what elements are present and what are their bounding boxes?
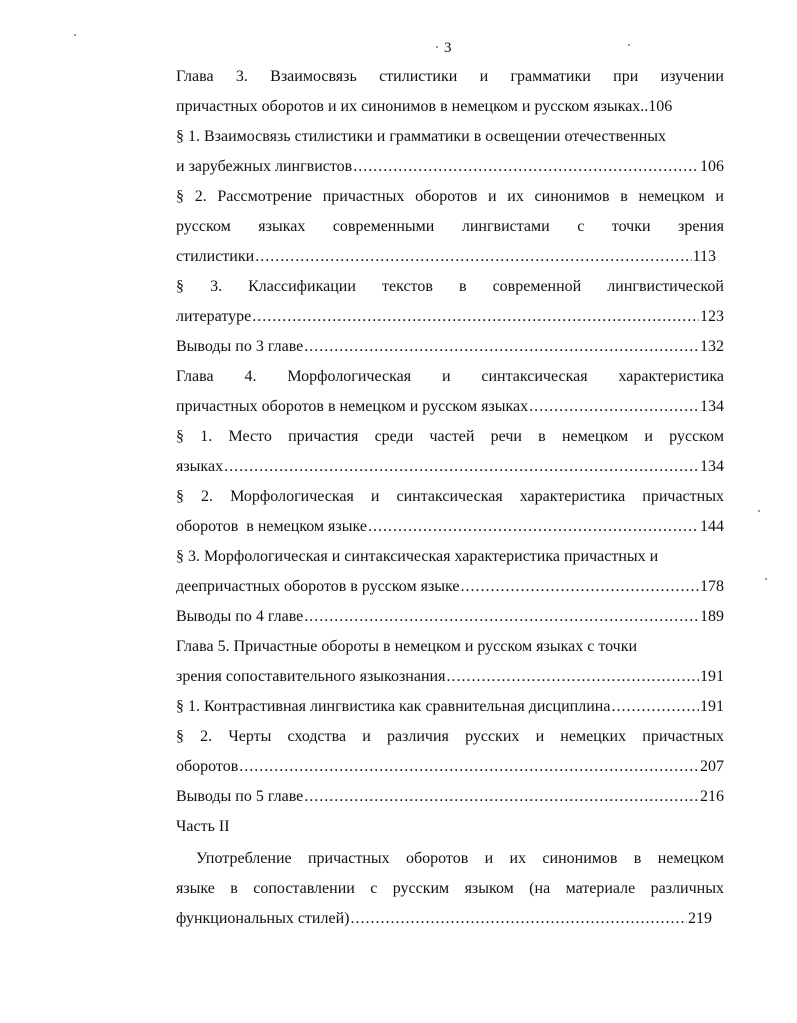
chapter-3-section-3-line-2 xyxy=(176,302,724,332)
word: в xyxy=(458,278,467,295)
chapter-3-heading-line-2 xyxy=(176,92,724,122)
entry-text: Выводы по 4 главе xyxy=(176,608,304,625)
word: и xyxy=(488,188,497,205)
word: в xyxy=(230,880,238,897)
page-ref: 106 xyxy=(700,158,724,175)
entry-text: стилистики xyxy=(176,248,255,265)
word: немецком xyxy=(657,850,724,867)
word: грамматики xyxy=(510,68,591,85)
word: в xyxy=(633,850,642,867)
chapter-4-section-3-line-1: § 3. Морфологическая и синтаксическая характеристика причастных и xyxy=(176,548,659,565)
page-ref: 178 xyxy=(700,578,724,595)
entry-text: причастных оборотов в немецком и русском языках xyxy=(176,398,529,415)
word: сходства xyxy=(287,728,347,745)
word: частей xyxy=(429,428,475,445)
word: Употребление xyxy=(196,850,292,867)
dot-leader xyxy=(252,302,699,332)
chapter-4-heading-line-1 xyxy=(176,362,724,392)
part-2-line-3 xyxy=(176,904,712,934)
word: в xyxy=(538,428,546,445)
dot-leader xyxy=(224,452,699,482)
word: лингвистами xyxy=(461,218,550,235)
word: синтаксическая xyxy=(396,488,503,505)
word: русских xyxy=(465,728,520,745)
chapter-3-section-2-line-3 xyxy=(176,242,716,272)
word: современной xyxy=(492,278,582,295)
word: причастных xyxy=(642,488,724,505)
chapter-4-section-1-line-1 xyxy=(176,422,724,452)
dot-leader xyxy=(255,242,691,272)
word: (на xyxy=(529,880,551,897)
dot-leader xyxy=(350,904,687,934)
chapter-5-heading-line-2 xyxy=(176,662,724,692)
word: немецком xyxy=(638,188,705,205)
entry-text: оборотов в немецком языке xyxy=(176,518,367,535)
chapter-4-heading-line-2 xyxy=(176,392,724,422)
word: русском xyxy=(176,218,231,235)
word: и xyxy=(362,728,371,745)
page-ref: 216 xyxy=(700,788,724,805)
word: зрения xyxy=(678,218,724,235)
dot-leader xyxy=(239,752,699,782)
scan-speck xyxy=(74,34,76,36)
word: Место xyxy=(228,428,272,445)
word: точки xyxy=(611,218,651,235)
scan-speck xyxy=(765,578,767,580)
entry-text: зрения сопоставительного языкознания xyxy=(176,668,446,685)
dot-leader xyxy=(611,692,699,722)
word: 2. xyxy=(194,188,207,205)
page-ref: 134 xyxy=(700,398,724,415)
page-ref: 219 xyxy=(688,910,712,927)
part-2-line-2 xyxy=(176,874,724,904)
chapter-3-heading-line-1 xyxy=(176,62,724,92)
entry-text: Выводы по 5 главе xyxy=(176,788,304,805)
word: языком xyxy=(464,880,514,897)
word: § xyxy=(176,188,184,205)
entry-text: причастных оборотов и их синонимов в немецком и русском языках.. xyxy=(176,98,649,115)
page-number: 3 xyxy=(444,40,452,56)
word: синтаксическая xyxy=(481,368,588,385)
word: Морфологическая xyxy=(230,488,354,505)
word: § xyxy=(176,278,184,295)
chapter-5-section-1 xyxy=(176,692,724,722)
chapter-3-conclusions xyxy=(176,332,724,362)
word: русском xyxy=(669,428,724,445)
dot-leader xyxy=(304,782,699,812)
word: лингвистической xyxy=(607,278,724,295)
dot-leader xyxy=(529,392,699,422)
word: причастия xyxy=(288,428,359,445)
word: современными xyxy=(332,218,435,235)
entry-text: и зарубежных лингвистов xyxy=(176,158,353,175)
chapter-4-section-3-line-2 xyxy=(176,572,724,602)
chapter-5-section-2-line-2 xyxy=(176,752,724,782)
chapter-4-section-2-line-2 xyxy=(176,512,724,542)
word: с xyxy=(370,880,378,897)
page-ref: 207 xyxy=(700,758,724,775)
entry-text: § 1. Контрастивная лингвистика как сравнительная дисциплина xyxy=(176,698,611,715)
word: 3. xyxy=(210,278,223,295)
word: различных xyxy=(650,880,724,897)
word: и xyxy=(479,68,489,85)
part-2-title: Часть II xyxy=(176,818,230,835)
dot-leader xyxy=(461,572,699,602)
page-ref: 189 xyxy=(700,608,724,625)
page-ref: 134 xyxy=(700,458,724,475)
page-ref: 106 xyxy=(648,98,673,115)
word: § xyxy=(176,488,184,505)
word: и xyxy=(644,428,653,445)
word: при xyxy=(613,68,639,85)
word: немецком xyxy=(561,428,629,445)
word: различия xyxy=(386,728,449,745)
word: и xyxy=(484,850,494,867)
word: и xyxy=(715,188,724,205)
word: Черты xyxy=(228,728,272,745)
word: синонимов xyxy=(542,850,618,867)
word: с xyxy=(577,218,585,235)
dot-leader xyxy=(304,602,699,632)
entry-text: деепричастных оборотов в русском языке xyxy=(176,578,460,595)
dot-leader xyxy=(353,152,699,182)
chapter-5-conclusions xyxy=(176,782,724,812)
word: и xyxy=(370,488,380,505)
part-2-line-1 xyxy=(176,844,724,874)
word: русским xyxy=(392,880,450,897)
word: их xyxy=(509,850,527,867)
word: изучении xyxy=(660,68,724,85)
page-ref: 191 xyxy=(700,668,724,685)
scan-speck xyxy=(436,46,438,48)
chapter-3-section-2-line-1 xyxy=(176,182,724,212)
chapter-3-section-3-line-1 xyxy=(176,272,724,302)
dot-leader xyxy=(446,662,699,692)
page-ref: 132 xyxy=(700,338,724,355)
word: Глава xyxy=(176,68,214,85)
entry-text: оборотов xyxy=(176,758,239,775)
word: текстов xyxy=(381,278,433,295)
page-ref: 123 xyxy=(700,308,724,325)
page-ref: 191 xyxy=(700,698,724,715)
chapter-4-conclusions xyxy=(176,602,724,632)
word: и xyxy=(535,728,545,745)
word: Классификации xyxy=(248,278,356,295)
word: характеристика xyxy=(618,368,724,385)
chapter-4-section-1-line-2 xyxy=(176,452,724,482)
word: 3. xyxy=(235,68,248,85)
word: причастных xyxy=(307,850,390,867)
word: среди xyxy=(374,428,414,445)
chapter-3-section-1-line-1: § 1. Взаимосвязь стилистики и грамматики в освещении отечественных xyxy=(176,128,667,145)
word: характеристика xyxy=(519,488,626,505)
chapter-5-section-2-line-1 xyxy=(176,722,724,752)
scan-speck xyxy=(628,44,630,46)
word: материале xyxy=(565,880,636,897)
word: сопоставлении xyxy=(253,880,355,897)
chapter-3-section-2-line-2 xyxy=(176,212,724,242)
word: языках xyxy=(258,218,306,235)
page-ref: 144 xyxy=(700,518,724,535)
word: Взаимосвязь xyxy=(270,68,357,85)
entry-text: литературе xyxy=(176,308,252,325)
word: в xyxy=(620,188,628,205)
entry-text: языках xyxy=(176,458,224,475)
word: оборотов xyxy=(406,850,469,867)
word: Рассмотрение xyxy=(217,188,313,205)
word: 2. xyxy=(201,488,214,505)
word: Глава xyxy=(176,368,214,385)
entry-text: функциональных стилей) xyxy=(176,910,350,927)
chapter-4-section-2-line-1 xyxy=(176,482,724,512)
word: оборотов xyxy=(415,188,478,205)
word: речи xyxy=(490,428,522,445)
word: § xyxy=(176,728,184,745)
word: синонимов xyxy=(534,188,610,205)
word: 1. xyxy=(200,428,213,445)
word: их xyxy=(507,188,524,205)
chapter-3-section-1-line-2 xyxy=(176,152,724,182)
word: 4. xyxy=(244,368,257,385)
table-of-contents xyxy=(176,62,724,934)
word: причастных xyxy=(322,188,405,205)
word: языке xyxy=(176,880,215,897)
word: 2. xyxy=(200,728,213,745)
chapter-5-heading-line-1: Глава 5. Причастные обороты в немецком и русском языках с точки xyxy=(176,638,638,655)
word: § xyxy=(176,428,184,445)
dot-leader xyxy=(304,332,699,362)
entry-text: Выводы по 3 главе xyxy=(176,338,304,355)
word: Морфологическая xyxy=(287,368,412,385)
page-ref: 113 xyxy=(692,248,716,265)
word: и xyxy=(441,368,451,385)
word: немецких xyxy=(560,728,627,745)
dot-leader xyxy=(368,512,699,542)
word: стилистики xyxy=(379,68,458,85)
scan-speck xyxy=(758,510,760,512)
word: причастных xyxy=(642,728,724,745)
